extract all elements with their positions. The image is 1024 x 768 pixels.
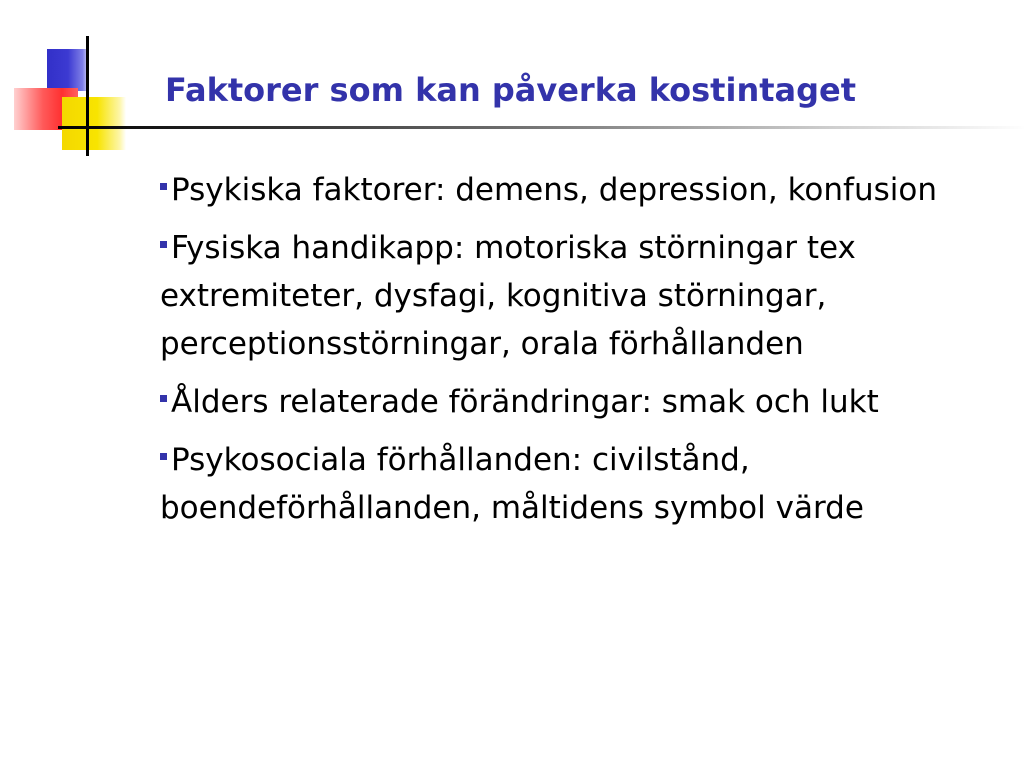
decorative-squares-logo: [0, 0, 160, 160]
bullet-square-icon: [160, 395, 167, 402]
slide-title: Faktorer som kan påverka kostintaget: [165, 71, 857, 109]
bullet-item-psykosociala: [160, 436, 960, 532]
vertical-rule: [86, 36, 89, 156]
bullet-square-icon: [160, 183, 167, 190]
title-underline-rule: [58, 126, 1024, 129]
bullet-item-psykiska: [160, 166, 960, 214]
bullet-square-icon: [160, 453, 167, 460]
bullet-text: Psykiska faktorer: demens, depression, konfusion: [171, 172, 937, 208]
bullet-text: Psykosociala förhållanden: civilstånd, boendeförhållanden, måltidens symbol värde: [160, 442, 864, 526]
yellow-square: [62, 97, 126, 150]
bullet-item-fysiska: [160, 224, 960, 368]
bullet-text: Ålders relaterade förändringar: smak och lukt: [171, 384, 879, 420]
blue-square: [47, 49, 89, 91]
bullet-item-alders: [160, 378, 960, 426]
bullet-list: [160, 166, 960, 542]
bullet-square-icon: [160, 241, 167, 248]
bullet-text: Fysiska handikapp: motoriska störningar tex extremiteter, dysfagi, kognitiva störningar, perceptionsstörningar, orala förhållanden: [160, 230, 856, 362]
